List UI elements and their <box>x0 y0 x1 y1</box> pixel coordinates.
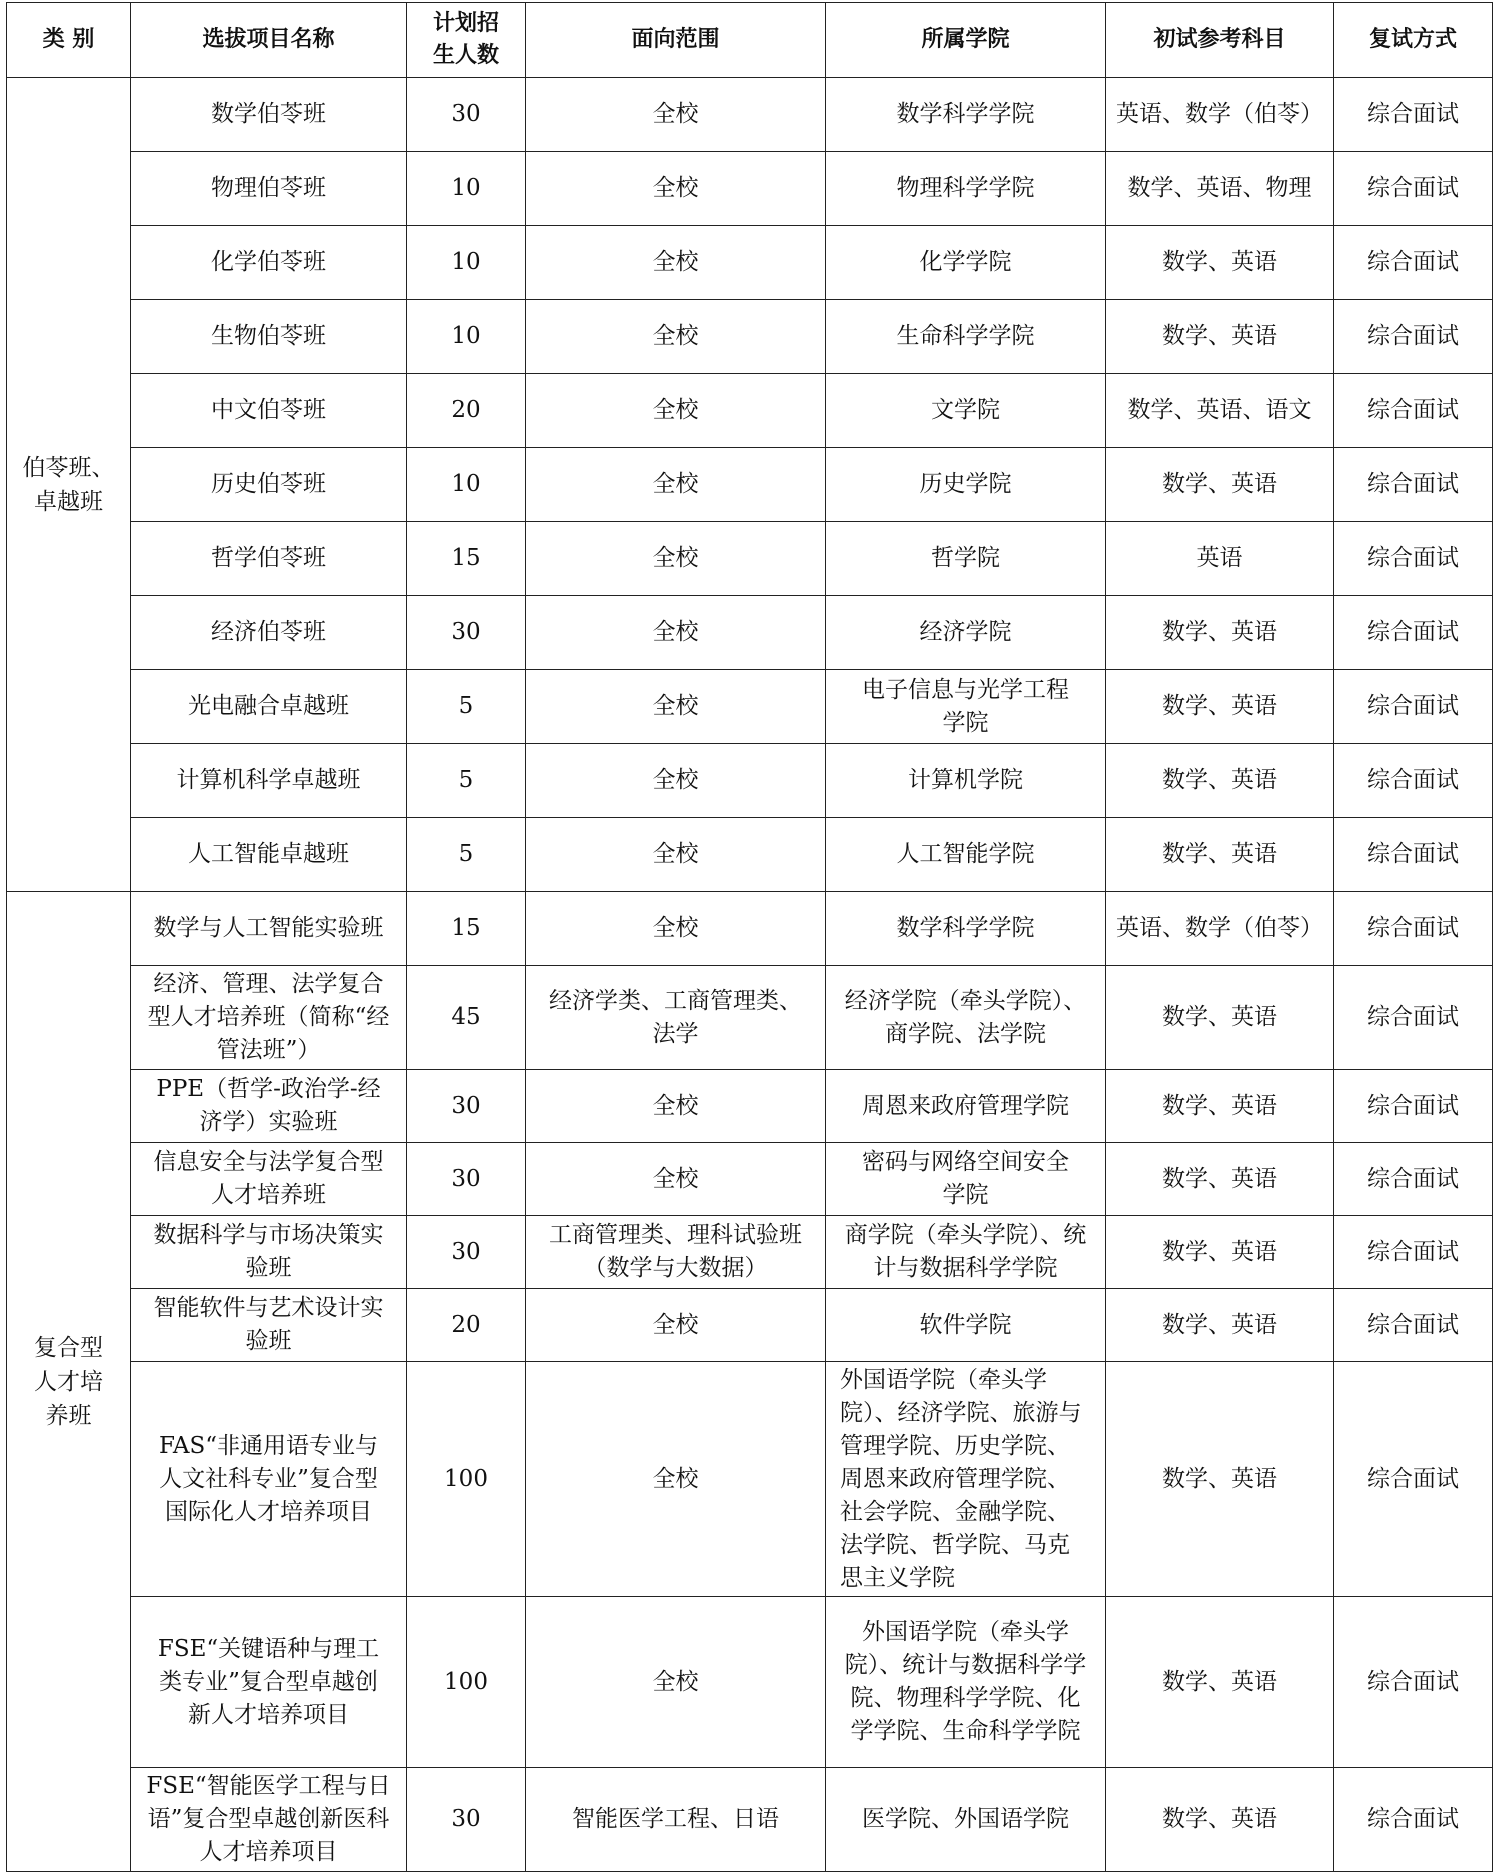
scope-cell: 全校 <box>526 152 826 226</box>
scope-cell: 全校 <box>526 1070 826 1143</box>
count-cell: 15 <box>407 522 526 596</box>
table-row <box>7 892 1493 966</box>
scope-cell: 工商管理类、理科试验班（数学与大数据） <box>526 1216 826 1289</box>
subjects-cell: 数学、英语 <box>1106 1768 1334 1872</box>
subjects-cell: 数学、英语、物理 <box>1106 152 1334 226</box>
count-cell: 10 <box>407 226 526 300</box>
table-row <box>7 1597 1493 1768</box>
method-cell: 综合面试 <box>1334 1216 1493 1289</box>
category-cell: 复合型人才培养班 <box>7 892 131 1872</box>
table-row <box>7 1143 1493 1216</box>
header-project-name: 选拔项目名称 <box>131 3 407 78</box>
method-cell: 综合面试 <box>1334 818 1493 892</box>
subjects-cell: 数学、英语 <box>1106 1362 1334 1597</box>
subjects-cell: 数学、英语 <box>1106 226 1334 300</box>
subjects-cell: 数学、英语 <box>1106 818 1334 892</box>
header-interview-method: 复试方式 <box>1334 3 1493 78</box>
scope-cell: 全校 <box>526 670 826 744</box>
college-cell: 经济学院（牵头学院）、商学院、法学院 <box>826 966 1106 1070</box>
scope-cell: 全校 <box>526 818 826 892</box>
table-row <box>7 1289 1493 1362</box>
table-row <box>7 78 1493 152</box>
subjects-cell: 数学、英语 <box>1106 966 1334 1070</box>
count-cell: 20 <box>407 1289 526 1362</box>
project-name-cell: 光电融合卓越班 <box>131 670 407 744</box>
table-row <box>7 300 1493 374</box>
method-cell: 综合面试 <box>1334 152 1493 226</box>
scope-cell: 全校 <box>526 744 826 818</box>
table-row <box>7 744 1493 818</box>
project-name-cell: 智能软件与艺术设计实验班 <box>131 1289 407 1362</box>
project-name-cell: 经济伯苓班 <box>131 596 407 670</box>
project-name-cell: FAS“非通用语专业与人文社科专业”复合型国际化人才培养项目 <box>131 1362 407 1597</box>
header-planned-count: 计划招生人数 <box>407 3 526 78</box>
method-cell: 综合面试 <box>1334 1768 1493 1872</box>
project-name-cell: 数学与人工智能实验班 <box>131 892 407 966</box>
count-cell: 10 <box>407 448 526 522</box>
method-cell: 综合面试 <box>1334 374 1493 448</box>
count-cell: 5 <box>407 670 526 744</box>
scope-cell: 全校 <box>526 522 826 596</box>
header-row <box>7 3 1493 78</box>
college-cell: 物理科学学院 <box>826 152 1106 226</box>
subjects-cell: 数学、英语 <box>1106 1143 1334 1216</box>
category-cell: 伯苓班、卓越班 <box>7 78 131 892</box>
scope-cell: 全校 <box>526 78 826 152</box>
project-name-cell: 人工智能卓越班 <box>131 818 407 892</box>
header-exam-subjects: 初试参考科目 <box>1106 3 1334 78</box>
scope-cell: 全校 <box>526 300 826 374</box>
table-row <box>7 818 1493 892</box>
scope-cell: 全校 <box>526 1362 826 1597</box>
college-cell: 人工智能学院 <box>826 818 1106 892</box>
project-name-cell: 经济、管理、法学复合型人才培养班（简称“经管法班”） <box>131 966 407 1070</box>
project-name-cell: FSE“关键语种与理工类专业”复合型卓越创新人才培养项目 <box>131 1597 407 1768</box>
method-cell: 综合面试 <box>1334 1143 1493 1216</box>
admission-table <box>6 2 1493 1872</box>
method-cell: 综合面试 <box>1334 892 1493 966</box>
count-cell: 30 <box>407 1216 526 1289</box>
subjects-cell: 英语、数学（伯苓） <box>1106 892 1334 966</box>
table-row <box>7 596 1493 670</box>
scope-cell: 全校 <box>526 374 826 448</box>
method-cell: 综合面试 <box>1334 448 1493 522</box>
method-cell: 综合面试 <box>1334 300 1493 374</box>
subjects-cell: 数学、英语 <box>1106 300 1334 374</box>
scope-cell: 全校 <box>526 1143 826 1216</box>
college-cell: 计算机学院 <box>826 744 1106 818</box>
method-cell: 综合面试 <box>1334 1070 1493 1143</box>
college-cell: 外国语学院（牵头学院）、经济学院、旅游与管理学院、历史学院、周恩来政府管理学院、社会学院、金融学院、法学院、哲学院、马克思主义学院 <box>826 1362 1106 1597</box>
scope-cell: 全校 <box>526 596 826 670</box>
scope-cell: 智能医学工程、日语 <box>526 1768 826 1872</box>
count-cell: 15 <box>407 892 526 966</box>
subjects-cell: 英语 <box>1106 522 1334 596</box>
table-row <box>7 1070 1493 1143</box>
table-row <box>7 522 1493 596</box>
project-name-cell: 物理伯苓班 <box>131 152 407 226</box>
project-name-cell: FSE“智能医学工程与日语”复合型卓越创新医科人才培养项目 <box>131 1768 407 1872</box>
project-name-cell: 哲学伯苓班 <box>131 522 407 596</box>
count-cell: 5 <box>407 744 526 818</box>
college-cell: 周恩来政府管理学院 <box>826 1070 1106 1143</box>
table-row <box>7 670 1493 744</box>
method-cell: 综合面试 <box>1334 226 1493 300</box>
count-cell: 5 <box>407 818 526 892</box>
scope-cell: 经济学类、工商管理类、法学 <box>526 966 826 1070</box>
count-cell: 10 <box>407 152 526 226</box>
count-cell: 30 <box>407 1070 526 1143</box>
header-scope: 面向范围 <box>526 3 826 78</box>
college-cell: 密码与网络空间安全学院 <box>826 1143 1106 1216</box>
count-cell: 20 <box>407 374 526 448</box>
method-cell: 综合面试 <box>1334 744 1493 818</box>
count-cell: 30 <box>407 78 526 152</box>
subjects-cell: 数学、英语 <box>1106 448 1334 522</box>
college-cell: 商学院（牵头学院）、统计与数据科学学院 <box>826 1216 1106 1289</box>
scope-cell: 全校 <box>526 226 826 300</box>
subjects-cell: 数学、英语 <box>1106 1216 1334 1289</box>
method-cell: 综合面试 <box>1334 78 1493 152</box>
count-cell: 30 <box>407 596 526 670</box>
method-cell: 综合面试 <box>1334 966 1493 1070</box>
header-category: 类 别 <box>7 3 131 78</box>
table-row <box>7 226 1493 300</box>
admission-table-sheet <box>6 2 1493 1872</box>
table-row <box>7 152 1493 226</box>
college-cell: 历史学院 <box>826 448 1106 522</box>
scope-cell: 全校 <box>526 448 826 522</box>
subjects-cell: 数学、英语 <box>1106 1597 1334 1768</box>
college-cell: 文学院 <box>826 374 1106 448</box>
scope-cell: 全校 <box>526 892 826 966</box>
college-cell: 电子信息与光学工程学院 <box>826 670 1106 744</box>
count-cell: 100 <box>407 1362 526 1597</box>
method-cell: 综合面试 <box>1334 670 1493 744</box>
project-name-cell: 生物伯苓班 <box>131 300 407 374</box>
table-row <box>7 1362 1493 1597</box>
count-cell: 100 <box>407 1597 526 1768</box>
count-cell: 45 <box>407 966 526 1070</box>
subjects-cell: 数学、英语、语文 <box>1106 374 1334 448</box>
subjects-cell: 数学、英语 <box>1106 596 1334 670</box>
subjects-cell: 数学、英语 <box>1106 670 1334 744</box>
table-row <box>7 374 1493 448</box>
college-cell: 生命科学学院 <box>826 300 1106 374</box>
college-cell: 医学院、外国语学院 <box>826 1768 1106 1872</box>
method-cell: 综合面试 <box>1334 1362 1493 1597</box>
college-cell: 外国语学院（牵头学院）、统计与数据科学学院、物理科学学院、化学学院、生命科学学院 <box>826 1597 1106 1768</box>
college-cell: 软件学院 <box>826 1289 1106 1362</box>
subjects-cell: 数学、英语 <box>1106 1070 1334 1143</box>
project-name-cell: 历史伯苓班 <box>131 448 407 522</box>
table-row <box>7 966 1493 1070</box>
count-cell: 30 <box>407 1768 526 1872</box>
project-name-cell: 数学伯苓班 <box>131 78 407 152</box>
project-name-cell: 中文伯苓班 <box>131 374 407 448</box>
college-cell: 数学科学学院 <box>826 892 1106 966</box>
header-college: 所属学院 <box>826 3 1106 78</box>
method-cell: 综合面试 <box>1334 1289 1493 1362</box>
project-name-cell: 信息安全与法学复合型人才培养班 <box>131 1143 407 1216</box>
count-cell: 10 <box>407 300 526 374</box>
table-row <box>7 1216 1493 1289</box>
project-name-cell: 数据科学与市场决策实验班 <box>131 1216 407 1289</box>
subjects-cell: 英语、数学（伯苓） <box>1106 78 1334 152</box>
college-cell: 数学科学学院 <box>826 78 1106 152</box>
project-name-cell: 计算机科学卓越班 <box>131 744 407 818</box>
scope-cell: 全校 <box>526 1289 826 1362</box>
scope-cell: 全校 <box>526 1597 826 1768</box>
college-cell: 化学学院 <box>826 226 1106 300</box>
table-row <box>7 448 1493 522</box>
college-cell: 哲学院 <box>826 522 1106 596</box>
method-cell: 综合面试 <box>1334 1597 1493 1768</box>
project-name-cell: 化学伯苓班 <box>131 226 407 300</box>
method-cell: 综合面试 <box>1334 522 1493 596</box>
college-cell: 经济学院 <box>826 596 1106 670</box>
count-cell: 30 <box>407 1143 526 1216</box>
method-cell: 综合面试 <box>1334 596 1493 670</box>
subjects-cell: 数学、英语 <box>1106 1289 1334 1362</box>
project-name-cell: PPE（哲学-政治学-经济学）实验班 <box>131 1070 407 1143</box>
table-row <box>7 1768 1493 1872</box>
subjects-cell: 数学、英语 <box>1106 744 1334 818</box>
